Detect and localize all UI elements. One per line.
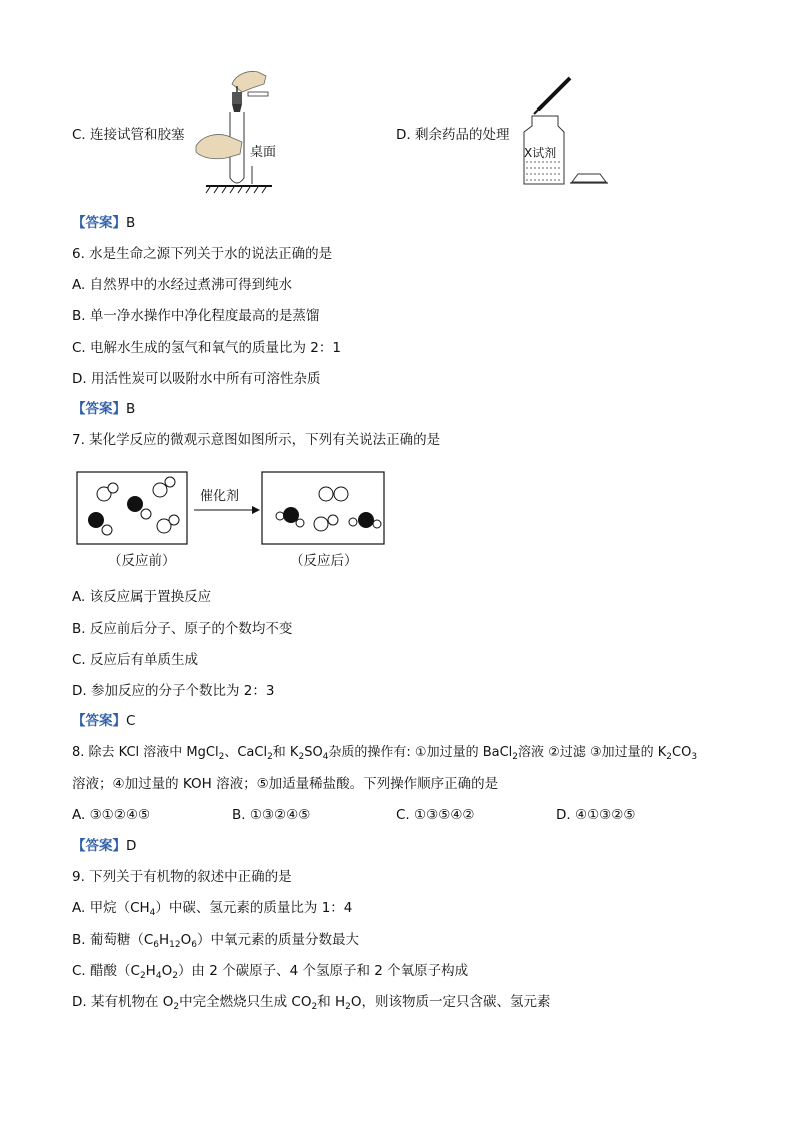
answer-value: C bbox=[126, 713, 136, 729]
q9-d-part: O，则该物质一定只含碳、氢元素 bbox=[350, 994, 551, 1010]
subscript: 2 bbox=[173, 1002, 180, 1012]
q9-c-part: ）由 2 个碳原子、4 个氢原子和 2 个氧原子构成 bbox=[177, 963, 469, 979]
subscript: 2 bbox=[298, 752, 305, 762]
q9-b-part: B. 葡萄糖（C bbox=[72, 932, 154, 948]
q7-answer bbox=[72, 712, 135, 730]
q6-option-d: D. 用活性炭可以吸附水中所有可溶性杂质 bbox=[72, 371, 321, 387]
subscript: 2 bbox=[172, 971, 178, 981]
q8-stem-part: 溶液 ②过滤 ③加过量的 K bbox=[518, 745, 667, 760]
subscript: 3 bbox=[691, 752, 698, 762]
q7-option-b: B. 反应前后分子、原子的个数均不变 bbox=[72, 621, 293, 637]
q8-stem-part: 、CaCl bbox=[224, 745, 268, 760]
q8-stem-part: 杂质的操作有: ①加过量的 BaCl bbox=[328, 745, 513, 760]
table-label: 桌面 bbox=[250, 145, 277, 160]
subscript: 4 bbox=[322, 752, 329, 762]
q9-stem: 9. 下列关于有机物的叙述中正确的是 bbox=[72, 869, 292, 885]
test-tube-stopper-figure bbox=[192, 66, 282, 198]
q9-option-c bbox=[72, 962, 468, 980]
q9-c-part: O bbox=[161, 963, 173, 979]
q5-answer bbox=[72, 214, 135, 232]
answer-value: D bbox=[126, 838, 137, 854]
reagent-bottle-figure bbox=[520, 76, 612, 188]
q8-stem-part: 8. 除去 KCl 溶液中 MgCl bbox=[72, 745, 219, 760]
q7-option-c: C. 反应后有单质生成 bbox=[72, 652, 199, 668]
subscript: 2 bbox=[345, 1002, 351, 1012]
subscript: 4 bbox=[149, 908, 156, 918]
q8-stem bbox=[72, 744, 697, 762]
q9-c-part: H bbox=[145, 963, 156, 979]
q8-option-d: D. ④①③②⑤ bbox=[556, 807, 636, 823]
q9-d-part: 和 H bbox=[317, 994, 346, 1010]
subscript: 2 bbox=[267, 752, 273, 762]
q7-option-d: D. 参加反应的分子个数比为 2：3 bbox=[72, 683, 275, 699]
answer-tag: 【答案】 bbox=[72, 713, 126, 729]
q9-option-b bbox=[72, 931, 359, 949]
q7-option-a: A. 该反应属于置换反应 bbox=[72, 589, 212, 605]
subscript: 2 bbox=[139, 971, 146, 981]
q9-a-part: ）中碳、氢元素的质量比为 1：4 bbox=[155, 900, 353, 916]
q6-option-c: C. 电解水生成的氢气和氧气的质量比为 2：1 bbox=[72, 340, 341, 356]
x-reagent-label: X试剂 bbox=[524, 146, 557, 160]
answer-value: B bbox=[126, 401, 136, 417]
answer-tag: 【答案】 bbox=[72, 838, 126, 854]
answer-tag: 【答案】 bbox=[72, 401, 126, 417]
subscript: 4 bbox=[155, 971, 162, 981]
q6-stem: 6. 水是生命之源下列关于水的说法正确的是 bbox=[72, 246, 333, 262]
q8-stem-part: 和 K bbox=[272, 745, 299, 760]
q9-a-part: A. 甲烷（CH bbox=[72, 900, 150, 916]
q8-answer bbox=[72, 837, 136, 855]
q6-option-a: A. 自然界中的水经过煮沸可得到纯水 bbox=[72, 277, 293, 293]
q5-option-d: D. 剩余药品的处理 bbox=[396, 127, 510, 143]
q7-stem: 7. 某化学反应的微观示意图如图所示，下列有关说法正确的是 bbox=[72, 432, 441, 448]
subscript: 6 bbox=[191, 940, 197, 950]
q9-b-part: ）中氧元素的质量分数最大 bbox=[197, 932, 359, 948]
q5-option-c: C. 连接试管和胶塞 bbox=[72, 127, 185, 143]
subscript: 2 bbox=[512, 752, 519, 762]
q8-option-b: B. ①③②④⑤ bbox=[232, 807, 311, 823]
subscript: 2 bbox=[311, 1002, 318, 1012]
q6-answer bbox=[72, 400, 135, 418]
catalyst-label: 催化剂 bbox=[200, 489, 240, 504]
q8-option-c: C. ①③⑤④② bbox=[396, 807, 475, 823]
q9-c-part: C. 醋酸（C bbox=[72, 963, 140, 979]
q9-d-part: 中完全燃烧只生成 CO bbox=[179, 994, 312, 1010]
q9-b-part: O bbox=[180, 932, 192, 948]
before-label: （反应前） bbox=[108, 553, 176, 569]
subscript: 2 bbox=[218, 752, 225, 762]
reaction-diagram bbox=[76, 468, 388, 548]
answer-tag: 【答案】 bbox=[72, 215, 126, 231]
subscript: 2 bbox=[666, 752, 672, 762]
subscript: 6 bbox=[153, 940, 160, 950]
q9-option-d bbox=[72, 993, 551, 1011]
q9-option-a bbox=[72, 899, 352, 917]
q8-stem-part: CO bbox=[672, 745, 692, 760]
q6-option-b: B. 单一净水操作中净化程度最高的是蒸馏 bbox=[72, 308, 320, 324]
q8-stem-line2: 溶液；④加过量的 KOH 溶液；⑤加适量稀盐酸。下列操作顺序正确的是 bbox=[72, 776, 499, 792]
answer-value: B bbox=[126, 215, 136, 231]
q9-d-part: D. 某有机物在 O bbox=[72, 994, 174, 1010]
after-label: （反应后） bbox=[290, 553, 358, 569]
q8-option-a: A. ③①②④⑤ bbox=[72, 807, 151, 823]
subscript: 12 bbox=[169, 940, 181, 950]
q8-stem-part: SO bbox=[304, 745, 323, 760]
q9-b-part: H bbox=[159, 932, 170, 948]
